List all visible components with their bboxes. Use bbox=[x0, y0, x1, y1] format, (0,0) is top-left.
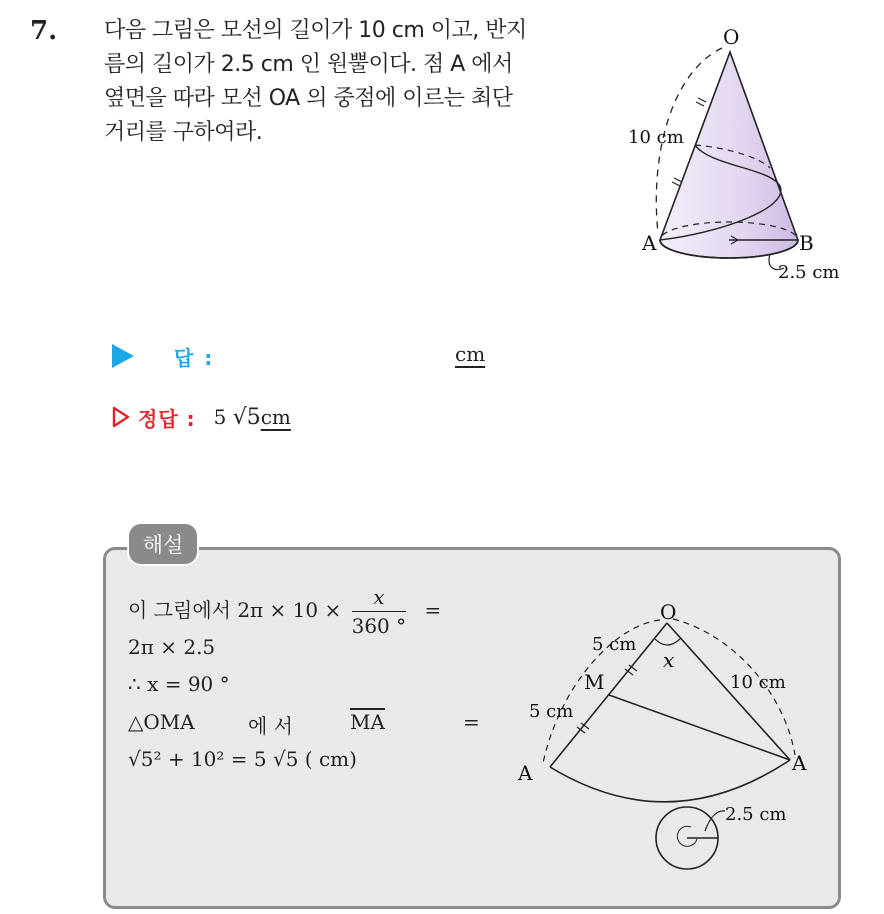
answer-unit: cm bbox=[455, 342, 486, 366]
sector-arc bbox=[550, 760, 790, 802]
label-a-right: A bbox=[792, 751, 807, 775]
segment-ma: $\overline{MA}$ bbox=[350, 710, 385, 734]
label-angle-x: x bbox=[663, 648, 675, 672]
label-seg-top: 5 cm bbox=[592, 634, 637, 655]
label-m: M bbox=[584, 670, 605, 694]
label-o: O bbox=[723, 25, 740, 49]
explanation-line-2: 2π × 2.5 bbox=[128, 635, 216, 659]
label-o: O bbox=[660, 600, 677, 624]
correct-answer-label: 정답 : bbox=[138, 406, 196, 431]
correct-coef: 5 bbox=[213, 404, 227, 429]
question-line-4: 거리를 구하여라. bbox=[104, 120, 263, 145]
explanation-badge: 해설 bbox=[127, 522, 199, 566]
explanation-line-1 bbox=[128, 585, 441, 638]
explanation-l4-equals: = bbox=[463, 710, 480, 734]
question-line-1: 다음 그림은 모선의 길이가 10 cm 이고, 반지 bbox=[104, 18, 527, 43]
question-number: 7. bbox=[30, 16, 58, 46]
label-radius: 2.5 cm bbox=[778, 262, 840, 283]
segment-ma-line bbox=[609, 695, 790, 760]
cone-body bbox=[660, 52, 798, 258]
question-line-2: 름의 길이가 2.5 cm 인 원뿔이다. 점 A 에서 bbox=[104, 52, 513, 77]
question-text bbox=[104, 14, 604, 150]
fraction-numerator: x bbox=[352, 585, 407, 612]
sector-figure bbox=[505, 595, 825, 885]
explanation-l4-particle: 에 서 bbox=[248, 714, 293, 738]
answer-row bbox=[112, 340, 214, 372]
explanation-l1-pre: 이 그림에서 2π × 10 × bbox=[128, 598, 342, 622]
label-radius: 2.5 cm bbox=[725, 804, 787, 825]
correct-answer-value bbox=[214, 405, 291, 430]
correct-answer-row bbox=[112, 400, 291, 434]
question-line-3: 옆면을 따라 모선 OA 의 중점에 이르는 최단 bbox=[104, 86, 513, 111]
correct-unit: cm bbox=[260, 404, 291, 429]
label-a: A bbox=[642, 231, 657, 255]
label-a-left: A bbox=[518, 761, 533, 785]
angle-arc bbox=[655, 639, 680, 645]
label-slant: 10 cm bbox=[730, 672, 786, 693]
explanation-l1-post: = bbox=[424, 598, 442, 622]
cone-figure bbox=[610, 18, 870, 288]
outline-triangle-icon bbox=[112, 406, 130, 428]
label-seg-bottom: 5 cm bbox=[529, 701, 574, 722]
fraction-denominator: 360 ° bbox=[351, 614, 407, 638]
explanation-line-4 bbox=[128, 710, 488, 738]
play-icon bbox=[112, 344, 134, 368]
label-slant: 10 cm bbox=[628, 127, 684, 148]
explanation-line-5: √5² + 10² = 5 √5 ( cm) bbox=[128, 747, 357, 771]
answer-label: 답 : bbox=[174, 345, 215, 370]
label-b: B bbox=[799, 231, 814, 255]
correct-radical: √5 bbox=[232, 404, 261, 430]
fraction bbox=[352, 585, 407, 638]
triangle-oma: △OMA bbox=[128, 710, 195, 734]
explanation-line-3: ∴ x = 90 ° bbox=[128, 672, 230, 696]
